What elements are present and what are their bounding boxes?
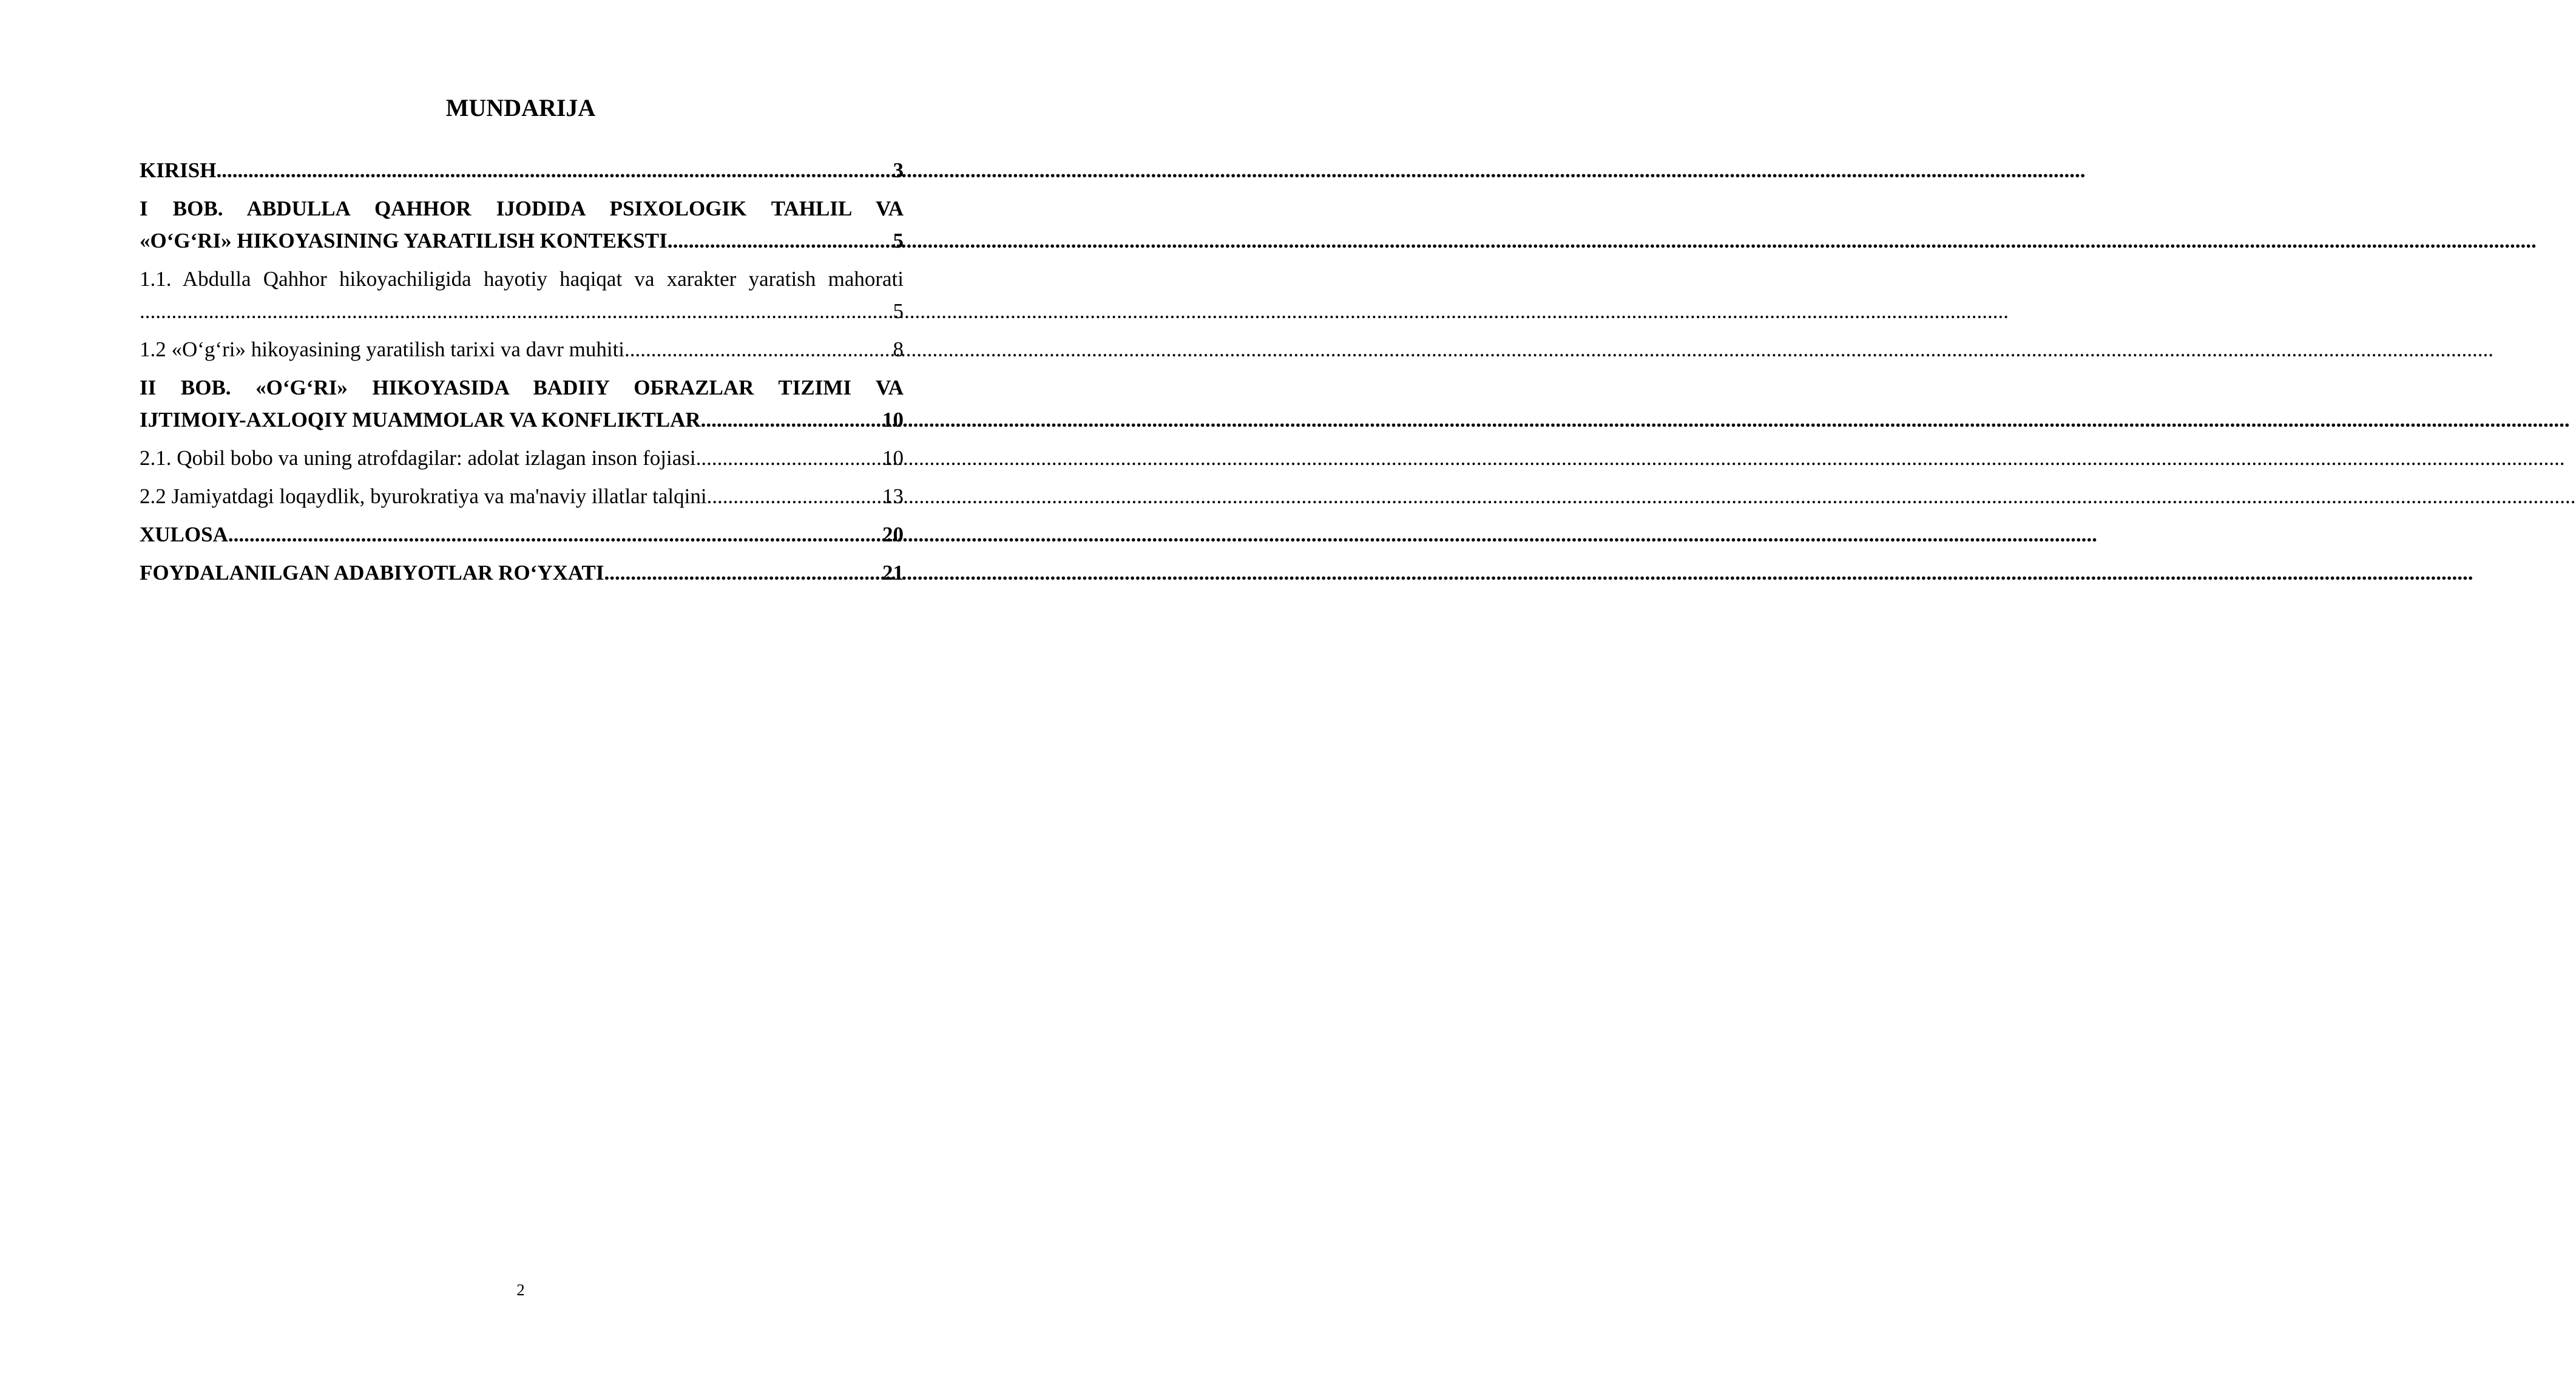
toc-entry-1-2[interactable] (140, 333, 904, 365)
toc-entry-page: 3 (893, 158, 904, 182)
toc-entry-page: 10 (882, 408, 904, 432)
toc-entry-1-1[interactable] (140, 263, 904, 327)
table-of-contents (140, 154, 904, 589)
toc-entry-label-line2: IJTIMOIY-AXLOQIY MUAMMOLAR VA KONFLIKTLAR (140, 408, 701, 432)
toc-entry-label-line1: I BOB. ABDULLA QAHHOR IJODIDA PSIXOLOGIK TAHLIL VA (140, 197, 904, 220)
toc-entry-adabiyotlar[interactable] (140, 557, 904, 589)
page-title: MUNDARIJA (445, 94, 596, 121)
toc-entry-label: 1.1. Abdulla Qahhor hikoyachiligida hayotiy haqiqat va xarakter yaratish mahorati (140, 267, 904, 291)
toc-leader-dots (228, 518, 881, 551)
toc-entry-page: 5 (893, 229, 904, 253)
toc-leader-dots (701, 404, 881, 436)
toc-leader-dots (604, 557, 881, 589)
page-number: 2 (516, 1281, 525, 1299)
toc-entry-page: 10 (882, 446, 904, 470)
toc-entry-label: XULOSA (140, 523, 228, 546)
toc-leader-dots (696, 442, 881, 474)
toc-entry-kirish[interactable] (140, 154, 904, 186)
toc-entry-label: KIRISH (140, 158, 217, 182)
toc-leader-dots (140, 295, 892, 327)
toc-entry-label: 2.2 Jamiyatdagi loqaydlik, byurokratiya va ma'naviy illatlar talqini (140, 484, 707, 508)
toc-entry-page: 5 (893, 299, 904, 323)
toc-entry-label: FOYDALANILGAN ADABIYOTLAR RO‘YXATI (140, 561, 604, 585)
toc-leader-dots (624, 333, 891, 365)
toc-entry-bob1[interactable] (140, 192, 904, 257)
toc-leader-dots (668, 225, 892, 257)
toc-entry-2-2[interactable] (140, 480, 904, 512)
toc-entry-2-1[interactable] (140, 442, 904, 474)
toc-entry-label: 2.1. Qobil bobo va uning atrofdagilar: adolat izlagan inson fojiasi (140, 446, 696, 470)
toc-entry-page: 20 (882, 523, 904, 546)
toc-entry-label-line1: II BOB. «O‘G‘RI» HIKOYASIDA BADIIY OБRAZLAR TIZIMI VA (140, 376, 904, 399)
toc-entry-label: 1.2 «O‘g‘ri» hikoyasining yaratilish tarixi va davr muhiti (140, 337, 625, 361)
toc-entry-page: 8 (893, 337, 904, 361)
toc-entry-page: 21 (882, 561, 904, 585)
toc-leader-dots (707, 480, 881, 512)
toc-leader-dots (216, 154, 891, 186)
toc-entry-label-line2: «O‘G‘RI» HIKOYASINING YARATILISH KONTEKSTI (140, 229, 668, 253)
toc-entry-bob2[interactable] (140, 371, 904, 436)
toc-entry-page: 13 (882, 484, 904, 508)
toc-entry-xulosa[interactable] (140, 518, 904, 551)
